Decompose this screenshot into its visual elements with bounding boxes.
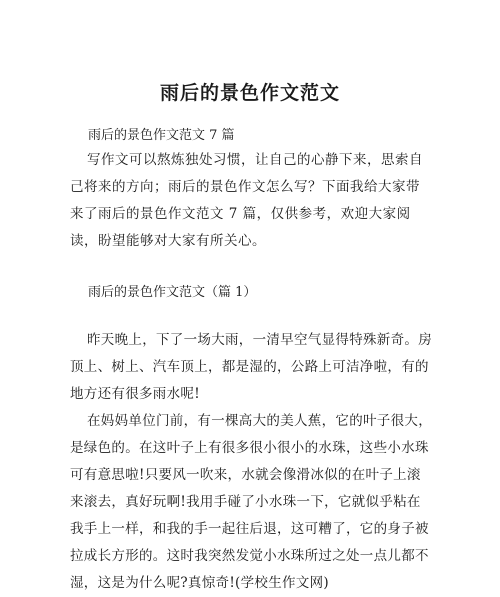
body-paragraph-1: 昨天晚上，下了一场大雨，一清早空气显得特殊新奇。房顶上、树上、汽车顶上，都是湿的，公路上可洁净啦，有的地方还有很多雨水呢! (70, 332, 432, 402)
document-title: 雨后的景色作文范文 (159, 82, 340, 104)
section-heading: 雨后的景色作文范文（篇 1） (88, 285, 257, 300)
body-paragraph-2: 在妈妈单位门前，有一棵高大的美人蕉，它的叶子很大，是绿色的。在这叶子上有很多很小很小的水珠，这些小水珠可有意思啦!只要风一吹来，水就会像滑冰似的在叶子上滚来滚去，真好玩啊!我用手碰了小水珠一下，它就似乎粘在我手上一样，和我的手一起往后退，这可糟了，它的身子被拉成长方形的。这时我突然发觉小水珠所过之处一点儿都不湿，这是为什么呢?真惊奇!(学校生作文网) (70, 413, 432, 591)
intro-paragraph: 写作文可以熬炼独处习惯，让自己的心静下来，思索自己将来的方向；雨后的景色作文怎么写？下面我给大家带来了雨后的景色作文范文 7 篇，仅供参考，欢迎大家阅读，盼望能够对大家有所关心。 (70, 152, 423, 249)
document-subtitle: 雨后的景色作文范文 7 篇 (88, 128, 235, 143)
